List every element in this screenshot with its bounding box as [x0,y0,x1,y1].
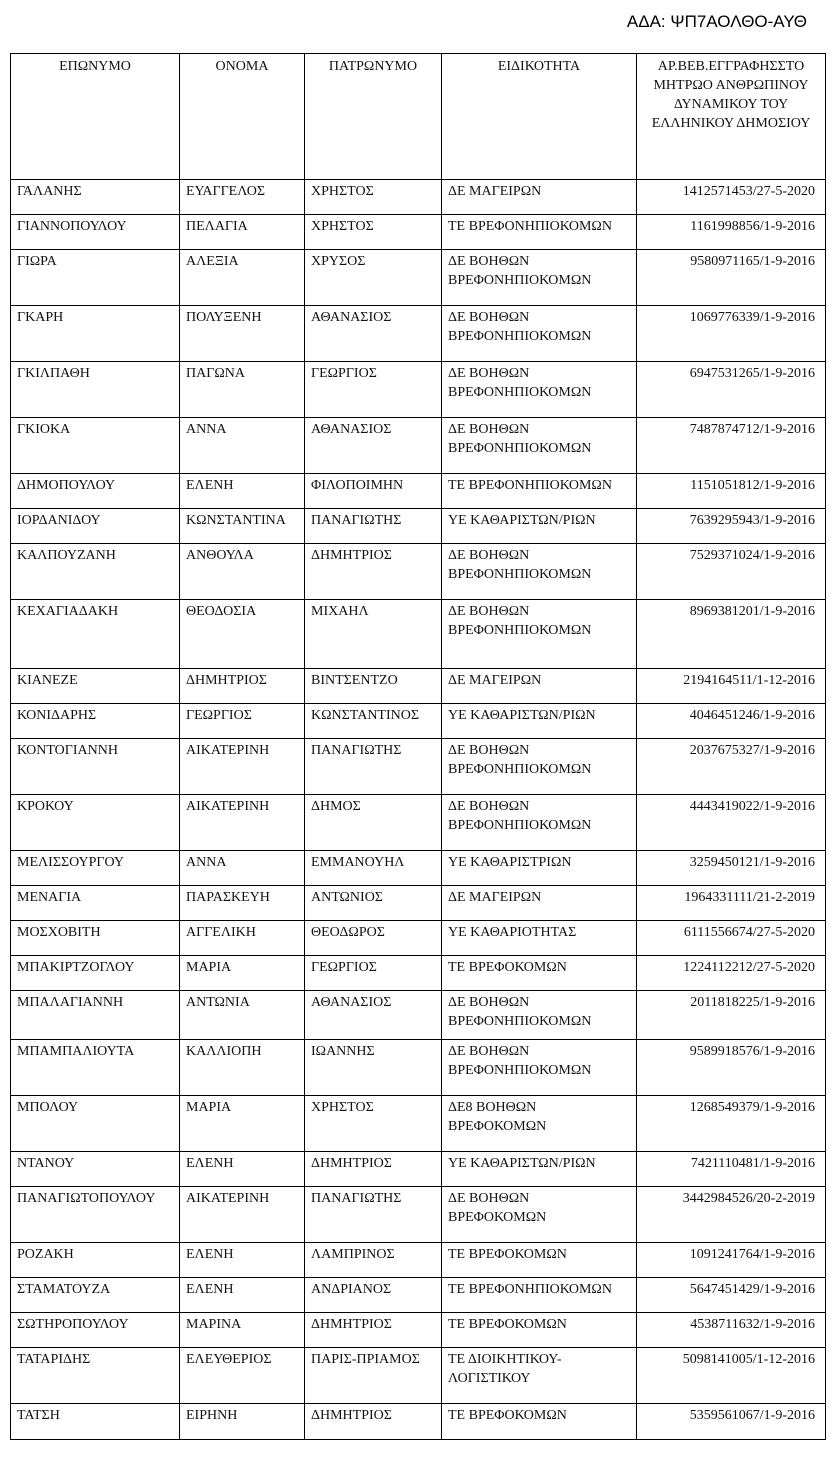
first-name-cell: ΜΑΡΙΑ [180,1096,305,1152]
patronymic-cell: ΠΑΝΑΓΙΩΤΗΣ [305,509,442,544]
registry-number-cell: 1151051812/1-9-2016 [637,474,826,509]
first-name-cell: ΕΙΡΗΝΗ [180,1404,305,1440]
patronymic-cell: ΛΑΜΠΡΙΝΟΣ [305,1243,442,1278]
registry-number-cell: 2011818225/1-9-2016 [637,991,826,1040]
first-name-cell: ΠΕΛΑΓΙΑ [180,215,305,250]
registry-number-cell: 9580971165/1-9-2016 [637,250,826,306]
specialty-cell: ΔΕ ΒΟΗΘΩΝ ΒΡΕΦΟΝΗΠΙΟΚΟΜΩΝ [442,1040,637,1096]
surname-cell: ΜΠΑΛΑΓΙΑΝΝΗ [11,991,180,1040]
patronymic-cell: ΠΑΡΙΣ-ΠΡΙΑΜΟΣ [305,1348,442,1404]
table-row [11,1096,826,1152]
header-row [11,54,826,180]
table-row [11,180,826,215]
first-name-cell: ΕΛΕΝΗ [180,1278,305,1313]
first-name-cell: ΠΟΛΥΞΕΝΗ [180,306,305,362]
registry-number-cell: 1224112212/27-5-2020 [637,956,826,991]
surname-cell: ΣΩΤΗΡΟΠΟΥΛΟΥ [11,1313,180,1348]
surname-cell: ΚΕΧΑΓΙΑΔΑΚΗ [11,600,180,669]
registry-number-cell: 1268549379/1-9-2016 [637,1096,826,1152]
patronymic-cell: ΑΝΤΩΝΙΟΣ [305,886,442,921]
registry-number-cell: 1069776339/1-9-2016 [637,306,826,362]
first-name-cell: ΑΝΝΑ [180,418,305,474]
patronymic-cell: ΠΑΝΑΓΙΩΤΗΣ [305,1187,442,1243]
col-header-specialty: ΕΙΔΙΚΟΤΗΤΑ [442,54,637,180]
table-row [11,1313,826,1348]
specialty-cell: ΔΕ ΜΑΓΕΙΡΩΝ [442,886,637,921]
patronymic-cell: ΙΩΑΝΝΗΣ [305,1040,442,1096]
table-row [11,991,826,1040]
table-row [11,544,826,600]
specialty-cell: ΤΕ ΒΡΕΦΟΚΟΜΩΝ [442,1404,637,1440]
patronymic-cell: ΔΗΜΗΤΡΙΟΣ [305,1152,442,1187]
registry-number-cell: 1091241764/1-9-2016 [637,1243,826,1278]
table-row [11,704,826,739]
surname-cell: ΤΑΤΣΗ [11,1404,180,1440]
table-row [11,956,826,991]
first-name-cell: ΚΑΛΛΙΟΠΗ [180,1040,305,1096]
col-header-registry-number: ΑΡ.ΒΕΒ.ΕΓΓΡΑΦΗΣΣΤΟ ΜΗΤΡΩΟ ΑΝΘΡΩΠΙΝΟΥ ΔΥΝΑΜΙΚΟΥ ΤΟΥ ΕΛΛΗΝΙΚΟΥ ΔΗΜΟΣΙΟΥ [637,54,826,180]
patronymic-cell: ΕΜΜΑΝΟΥΗΛ [305,851,442,886]
surname-cell: ΓΚΙΟΚΑ [11,418,180,474]
registry-number-cell: 1161998856/1-9-2016 [637,215,826,250]
patronymic-cell: ΧΡΗΣΤΟΣ [305,215,442,250]
specialty-cell: ΔΕ ΒΟΗΘΩΝ ΒΡΕΦΟΝΗΠΙΟΚΟΜΩΝ [442,991,637,1040]
patronymic-cell: ΑΘΑΝΑΣΙΟΣ [305,418,442,474]
patronymic-cell: ΒΙΝΤΣΕΝΤΖΟ [305,669,442,704]
surname-cell: ΜΠΑΚΙΡΤΖΟΓΛΟΥ [11,956,180,991]
surname-cell: ΓΑΛΑΝΗΣ [11,180,180,215]
specialty-cell: ΤΕ ΒΡΕΦΟΝΗΠΙΟΚΟΜΩΝ [442,215,637,250]
table-row [11,739,826,795]
specialty-cell: ΔΕ ΜΑΓΕΙΡΩΝ [442,180,637,215]
registry-number-cell: 5098141005/1-12-2016 [637,1348,826,1404]
patronymic-cell: ΔΗΜΟΣ [305,795,442,851]
specialty-cell: ΔΕ ΒΟΗΘΩΝ ΒΡΕΦΟΝΗΠΙΟΚΟΜΩΝ [442,418,637,474]
surname-cell: ΜΕΛΙΣΣΟΥΡΓΟΥ [11,851,180,886]
first-name-cell: ΕΥΑΓΓΕΛΟΣ [180,180,305,215]
specialty-cell: ΥΕ ΚΑΘΑΡΙΣΤΩΝ/ΡΙΩΝ [442,1152,637,1187]
first-name-cell: ΘΕΟΔΟΣΙΑ [180,600,305,669]
patronymic-cell: ΦΙΛΟΠΟΙΜΗΝ [305,474,442,509]
table-row [11,669,826,704]
surname-cell: ΚΟΝΤΟΓΙΑΝΝΗ [11,739,180,795]
patronymic-cell: ΔΗΜΗΤΡΙΟΣ [305,1313,442,1348]
surname-cell: ΚΙΑΝΕΖΕ [11,669,180,704]
table-row [11,306,826,362]
specialty-cell: ΔΕ ΒΟΗΘΩΝ ΒΡΕΦΟΝΗΠΙΟΚΟΜΩΝ [442,250,637,306]
registry-number-cell: 1412571453/27-5-2020 [637,180,826,215]
first-name-cell: ΜΑΡΙΝΑ [180,1313,305,1348]
first-name-cell: ΑΝΘΟΥΛΑ [180,544,305,600]
surname-cell: ΚΡΟΚΟΥ [11,795,180,851]
table-header [11,54,826,180]
table-row [11,362,826,418]
staff-table [10,53,826,1440]
first-name-cell: ΠΑΡΑΣΚΕΥΗ [180,886,305,921]
registry-number-cell: 6111556674/27-5-2020 [637,921,826,956]
surname-cell: ΓΚΙΛΠΑΘΗ [11,362,180,418]
table-row [11,886,826,921]
first-name-cell: ΚΩΝΣΤΑΝΤΙΝΑ [180,509,305,544]
registry-number-cell: 5359561067/1-9-2016 [637,1404,826,1440]
patronymic-cell: ΧΡΗΣΤΟΣ [305,1096,442,1152]
table-body [11,180,826,1440]
first-name-cell: ΑΙΚΑΤΕΡΙΝΗ [180,739,305,795]
table-row [11,1243,826,1278]
first-name-cell: ΑΝΝΑ [180,851,305,886]
table-row [11,851,826,886]
specialty-cell: ΥΕ ΚΑΘΑΡΙΟΤΗΤΑΣ [442,921,637,956]
specialty-cell: ΤΕ ΒΡΕΦΟΚΟΜΩΝ [442,1313,637,1348]
first-name-cell: ΜΑΡΙΑ [180,956,305,991]
registry-number-cell: 8969381201/1-9-2016 [637,600,826,669]
col-header-patronymic: ΠΑΤΡΩΝΥΜΟ [305,54,442,180]
specialty-cell: ΤΕ ΒΡΕΦΟΚΟΜΩΝ [442,1243,637,1278]
table-row [11,1278,826,1313]
specialty-cell: ΔΕ ΒΟΗΘΩΝ ΒΡΕΦΟΝΗΠΙΟΚΟΜΩΝ [442,600,637,669]
registry-number-cell: 7639295943/1-9-2016 [637,509,826,544]
specialty-cell: ΥΕ ΚΑΘΑΡΙΣΤΡΙΩΝ [442,851,637,886]
patronymic-cell: ΔΗΜΗΤΡΙΟΣ [305,1404,442,1440]
specialty-cell: ΔΕ8 ΒΟΗΘΩΝ ΒΡΕΦΟΚΟΜΩΝ [442,1096,637,1152]
table-row [11,600,826,669]
surname-cell: ΚΟΝΙΔΑΡΗΣ [11,704,180,739]
patronymic-cell: ΑΘΑΝΑΣΙΟΣ [305,306,442,362]
registry-number-cell: 7487874712/1-9-2016 [637,418,826,474]
surname-cell: ΜΠΟΛΟΥ [11,1096,180,1152]
registry-number-cell: 2037675327/1-9-2016 [637,739,826,795]
registry-number-cell: 9589918576/1-9-2016 [637,1040,826,1096]
specialty-cell: ΥΕ ΚΑΘΑΡΙΣΤΩΝ/ΡΙΩΝ [442,704,637,739]
table-row [11,1404,826,1440]
patronymic-cell: ΠΑΝΑΓΙΩΤΗΣ [305,739,442,795]
first-name-cell: ΑΙΚΑΤΕΡΙΝΗ [180,1187,305,1243]
col-header-first-name: ΟΝΟΜΑ [180,54,305,180]
surname-cell: ΓΚΑΡΗ [11,306,180,362]
table-row [11,474,826,509]
first-name-cell: ΓΕΩΡΓΙΟΣ [180,704,305,739]
ada-code: ΑΔΑ: ΨΠ7ΑΟΛΘΟ-ΑΥΘ [626,12,807,31]
surname-cell: ΜΟΣΧΟΒΙΤΗ [11,921,180,956]
first-name-cell: ΕΛΕΝΗ [180,474,305,509]
surname-cell: ΜΠΑΜΠΑΛΙΟΥΤΑ [11,1040,180,1096]
specialty-cell: ΔΕ ΒΟΗΘΩΝ ΒΡΕΦΟΝΗΠΙΟΚΟΜΩΝ [442,362,637,418]
registry-number-cell: 1964331111/21-2-2019 [637,886,826,921]
patronymic-cell: ΓΕΩΡΓΙΟΣ [305,362,442,418]
specialty-cell: ΔΕ ΒΟΗΘΩΝ ΒΡΕΦΟΚΟΜΩΝ [442,1187,637,1243]
table-row [11,250,826,306]
specialty-cell: ΤΕ ΔΙΟΙΚΗΤΙΚΟΥ-ΛΟΓΙΣΤΙΚΟΥ [442,1348,637,1404]
table-row [11,1187,826,1243]
registry-number-cell: 4046451246/1-9-2016 [637,704,826,739]
registry-number-cell: 7421110481/1-9-2016 [637,1152,826,1187]
registry-number-cell: 5647451429/1-9-2016 [637,1278,826,1313]
table-row [11,1040,826,1096]
col-header-surname: ΕΠΩΝΥΜΟ [11,54,180,180]
first-name-cell: ΑΝΤΩΝΙΑ [180,991,305,1040]
patronymic-cell: ΧΡΗΣΤΟΣ [305,180,442,215]
specialty-cell: ΥΕ ΚΑΘΑΡΙΣΤΩΝ/ΡΙΩΝ [442,509,637,544]
surname-cell: ΠΑΝΑΓΙΩΤΟΠΟΥΛΟΥ [11,1187,180,1243]
surname-cell: ΓΙΑΝΝΟΠΟΥΛΟΥ [11,215,180,250]
patronymic-cell: ΚΩΝΣΤΑΝΤΙΝΟΣ [305,704,442,739]
table-row [11,795,826,851]
registry-number-cell: 7529371024/1-9-2016 [637,544,826,600]
first-name-cell: ΑΛΕΞΙΑ [180,250,305,306]
table-row [11,921,826,956]
patronymic-cell: ΑΝΔΡΙΑΝΟΣ [305,1278,442,1313]
registry-number-cell: 2194164511/1-12-2016 [637,669,826,704]
patronymic-cell: ΧΡΥΣΟΣ [305,250,442,306]
surname-cell: ΜΕΝΑΓΙΑ [11,886,180,921]
patronymic-cell: ΔΗΜΗΤΡΙΟΣ [305,544,442,600]
surname-cell: ΤΑΤΑΡΙΔΗΣ [11,1348,180,1404]
specialty-cell: ΔΕ ΜΑΓΕΙΡΩΝ [442,669,637,704]
specialty-cell: ΔΕ ΒΟΗΘΩΝ ΒΡΕΦΟΝΗΠΙΟΚΟΜΩΝ [442,306,637,362]
first-name-cell: ΑΓΓΕΛΙΚΗ [180,921,305,956]
first-name-cell: ΕΛΕΝΗ [180,1243,305,1278]
table-row [11,215,826,250]
table-row [11,1152,826,1187]
surname-cell: ΣΤΑΜΑΤΟΥΖΑ [11,1278,180,1313]
table-row [11,1348,826,1404]
specialty-cell: ΤΕ ΒΡΕΦΟΝΗΠΙΟΚΟΜΩΝ [442,1278,637,1313]
registry-number-cell: 3442984526/20-2-2019 [637,1187,826,1243]
surname-cell: ΓΙΩΡΑ [11,250,180,306]
table-row [11,509,826,544]
first-name-cell: ΕΛΕΝΗ [180,1152,305,1187]
first-name-cell: ΠΑΓΩΝΑ [180,362,305,418]
patronymic-cell: ΓΕΩΡΓΙΟΣ [305,956,442,991]
patronymic-cell: ΘΕΟΔΩΡΟΣ [305,921,442,956]
table-row [11,418,826,474]
registry-number-cell: 6947531265/1-9-2016 [637,362,826,418]
patronymic-cell: ΜΙΧΑΗΛ [305,600,442,669]
surname-cell: ΙΟΡΔΑΝΙΔΟΥ [11,509,180,544]
first-name-cell: ΔΗΜΗΤΡΙΟΣ [180,669,305,704]
surname-cell: ΔΗΜΟΠΟΥΛΟΥ [11,474,180,509]
registry-number-cell: 4443419022/1-9-2016 [637,795,826,851]
first-name-cell: ΑΙΚΑΤΕΡΙΝΗ [180,795,305,851]
specialty-cell: ΔΕ ΒΟΗΘΩΝ ΒΡΕΦΟΝΗΠΙΟΚΟΜΩΝ [442,544,637,600]
registry-number-cell: 3259450121/1-9-2016 [637,851,826,886]
surname-cell: ΚΑΛΠΟΥΖΑΝΗ [11,544,180,600]
surname-cell: ΡΟΖΑΚΗ [11,1243,180,1278]
specialty-cell: ΤΕ ΒΡΕΦΟΚΟΜΩΝ [442,956,637,991]
specialty-cell: ΤΕ ΒΡΕΦΟΝΗΠΙΟΚΟΜΩΝ [442,474,637,509]
registry-number-cell: 4538711632/1-9-2016 [637,1313,826,1348]
patronymic-cell: ΑΘΑΝΑΣΙΟΣ [305,991,442,1040]
specialty-cell: ΔΕ ΒΟΗΘΩΝ ΒΡΕΦΟΝΗΠΙΟΚΟΜΩΝ [442,795,637,851]
specialty-cell: ΔΕ ΒΟΗΘΩΝ ΒΡΕΦΟΝΗΠΙΟΚΟΜΩΝ [442,739,637,795]
first-name-cell: ΕΛΕΥΘΕΡΙΟΣ [180,1348,305,1404]
surname-cell: ΝΤΑΝΟΥ [11,1152,180,1187]
